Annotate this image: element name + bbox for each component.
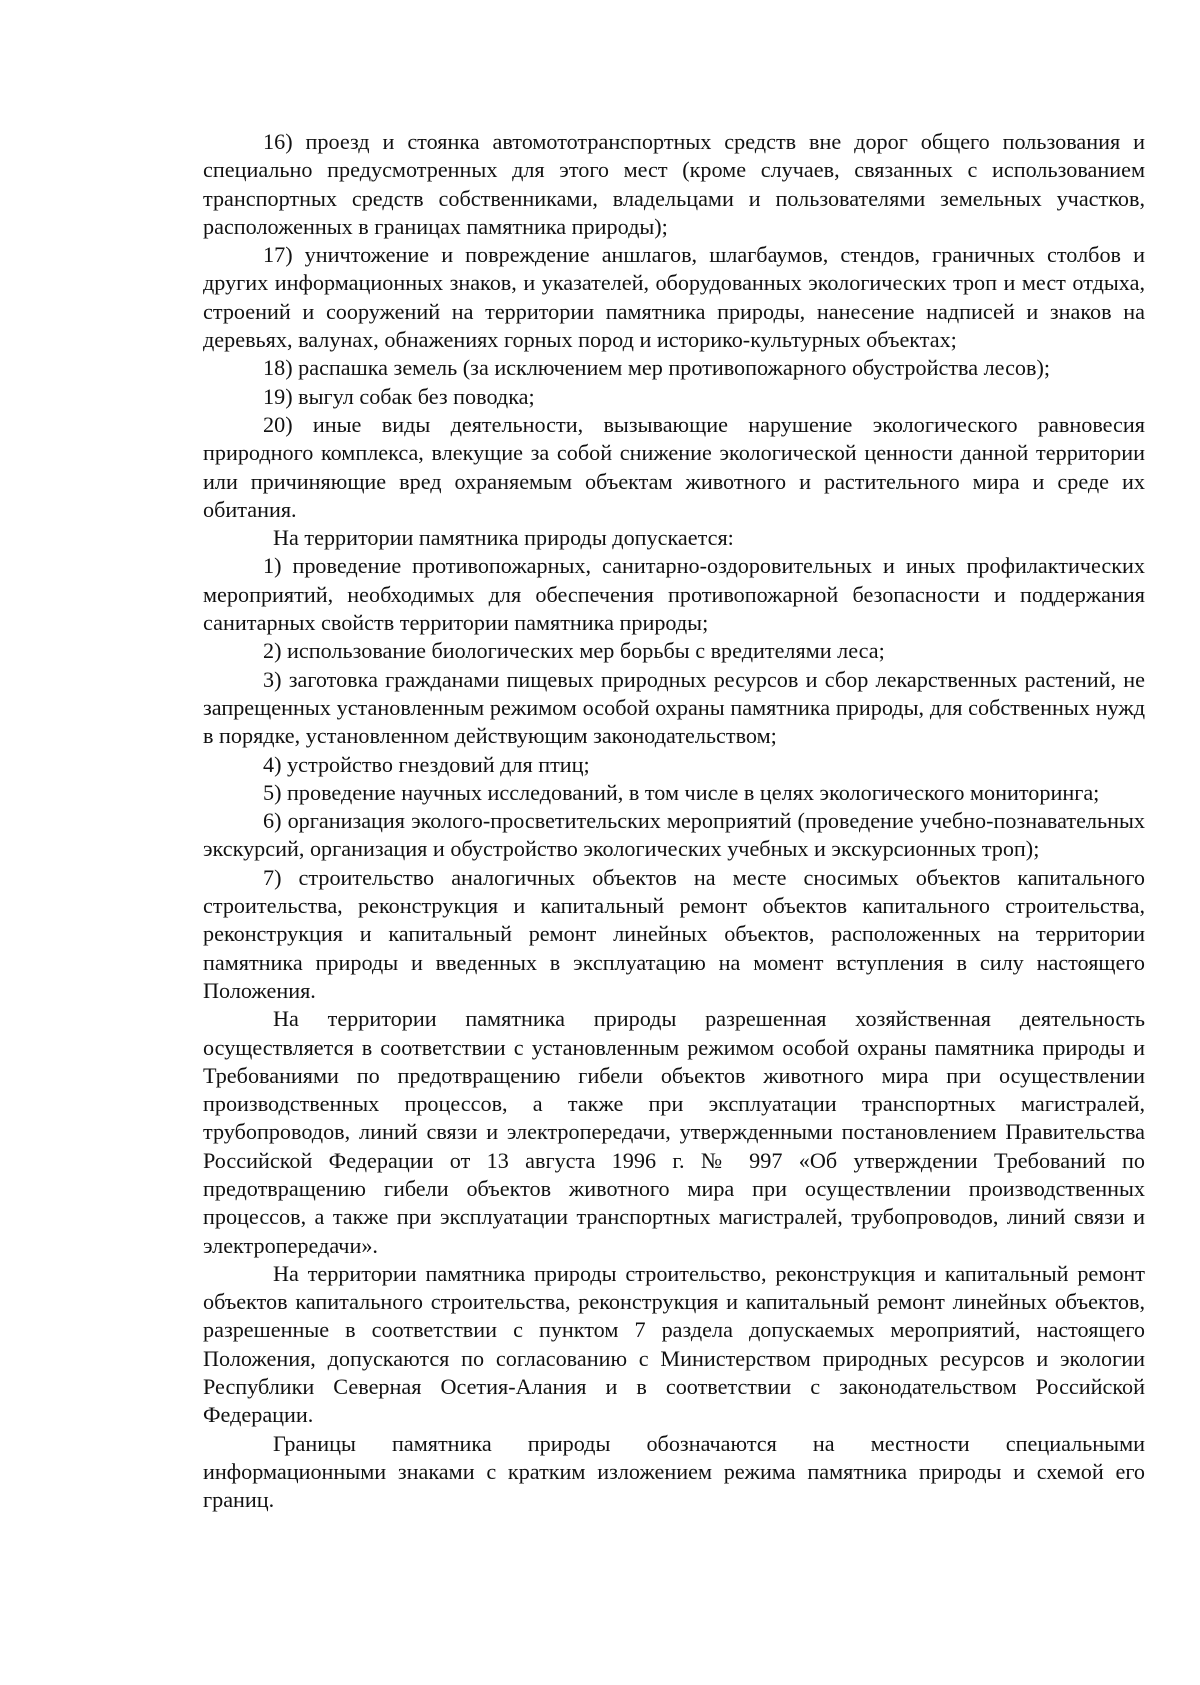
paragraph-permitted-7: 7) строительство аналогичных объектов на месте сносимых объектов капитального строительства, реконструкция и капитальный ремонт объектов капитального строительства, реконструкция и капитальный ремонт линейных объектов, расположенных на территории памятника природы и введенных в эксплуатацию на момент вступления в силу настоящего Положения. bbox=[203, 864, 1145, 1003]
paragraph-item-20: 20) иные виды деятельности, вызывающие нарушение экологического равновесия природного комплекса, влекущие за собой снижение экологической ценности данной территории или причиняющие вред охраняемым объектам животного и растительного мира и среде их обитания. bbox=[203, 411, 1145, 522]
paragraph-permitted-1: 1) проведение противопожарных, санитарно-оздоровительных и иных профилактических мероприятий, необходимых для обеспечения противопожарной безопасности и поддержания санитарных свойств территории памятника природы; bbox=[203, 553, 1145, 636]
paragraph-permitted-4: 4) устройство гнездовий для птиц; bbox=[263, 751, 590, 777]
paragraph-item-19: 19) выгул собак без поводка; bbox=[263, 383, 535, 409]
paragraph-boundaries: Границы памятника природы обозначаются на местности специальными информационными знаками с кратким изложением режима памятника природы и схемой его границ. bbox=[203, 1430, 1145, 1513]
paragraph-construction: На территории памятника природы строительство, реконструкция и капитальный ремонт объектов капитального строительства, реконструкция и капитальный ремонт линейных объектов, разрешенные в соответствии с пунктом 7 раздела допускаемых мероприятий, настоящего Положения, допускаются по согласованию с Министерством природных ресурсов и экологии Республики Северная Осетия-Алания и в соответствии с законодательством Российской Федерации. bbox=[203, 1260, 1145, 1428]
paragraph-permitted-6: 6) организация эколого-просветительских мероприятий (проведение учебно-познавательных экскурсий, организация и обустройство экологических учебных и экскурсионных троп); bbox=[203, 808, 1145, 862]
paragraph-item-16: 16) проезд и стоянка автомототранспортных средств вне дорог общего пользования и специально предусмотренных для этого мест (кроме случаев, связанных с использованием транспортных средств собственниками, владельцами и пользователями земельных участков, расположенных в границах памятника природы); bbox=[203, 129, 1145, 239]
paragraph-item-18: 18) распашка земель (за исключением мер противопожарного обустройства лесов); bbox=[263, 355, 1051, 381]
paragraph-economic-activity: На территории памятника природы разрешенная хозяйственная деятельность осуществляется в соответствии с установленным режимом особой охраны памятника природы и Требованиями по предотвращению гибели объектов животного мира при осуществлении производственных процессов, а также при эксплуатации транспортных магистралей, трубопроводов, линий связи и электропередачи, утвержденными постановлением Правительства Российской Федерации от 13 августа 1996 г. № 997 «Об утверждении Требований по предотвращению гибели объектов животного мира при осуществлении производственных процессов, а также при эксплуатации транспортных магистралей, трубопроводов, линий связи и электропередачи». bbox=[203, 1006, 1145, 1258]
paragraph-permitted-5: 5) проведение научных исследований, в том числе в целях экологического мониторинга; bbox=[263, 779, 1100, 805]
paragraph-permitted-3: 3) заготовка гражданами пищевых природных ресурсов и сбор лекарственных растений, не запрещенных установленным режимом особой охраны памятника природы, для собственных нужд в порядке, установленном действующим законодательством; bbox=[203, 666, 1145, 749]
paragraph-permitted-heading: На территории памятника природы допускается: bbox=[273, 525, 734, 551]
paragraph-permitted-2: 2) использование биологических мер борьбы с вредителями леса; bbox=[263, 638, 885, 664]
document-body bbox=[203, 128, 1145, 1515]
paragraph-item-17: 17) уничтожение и повреждение аншлагов, шлагбаумов, стендов, граничных столбов и других информационных знаков, и указателей, оборудованных экологических троп и мест отдыха, строений и сооружений на территории памятника природы, нанесение надписей и знаков на деревьях, валунах, обнажениях горных пород и историко-культурных объектах; bbox=[203, 242, 1145, 353]
